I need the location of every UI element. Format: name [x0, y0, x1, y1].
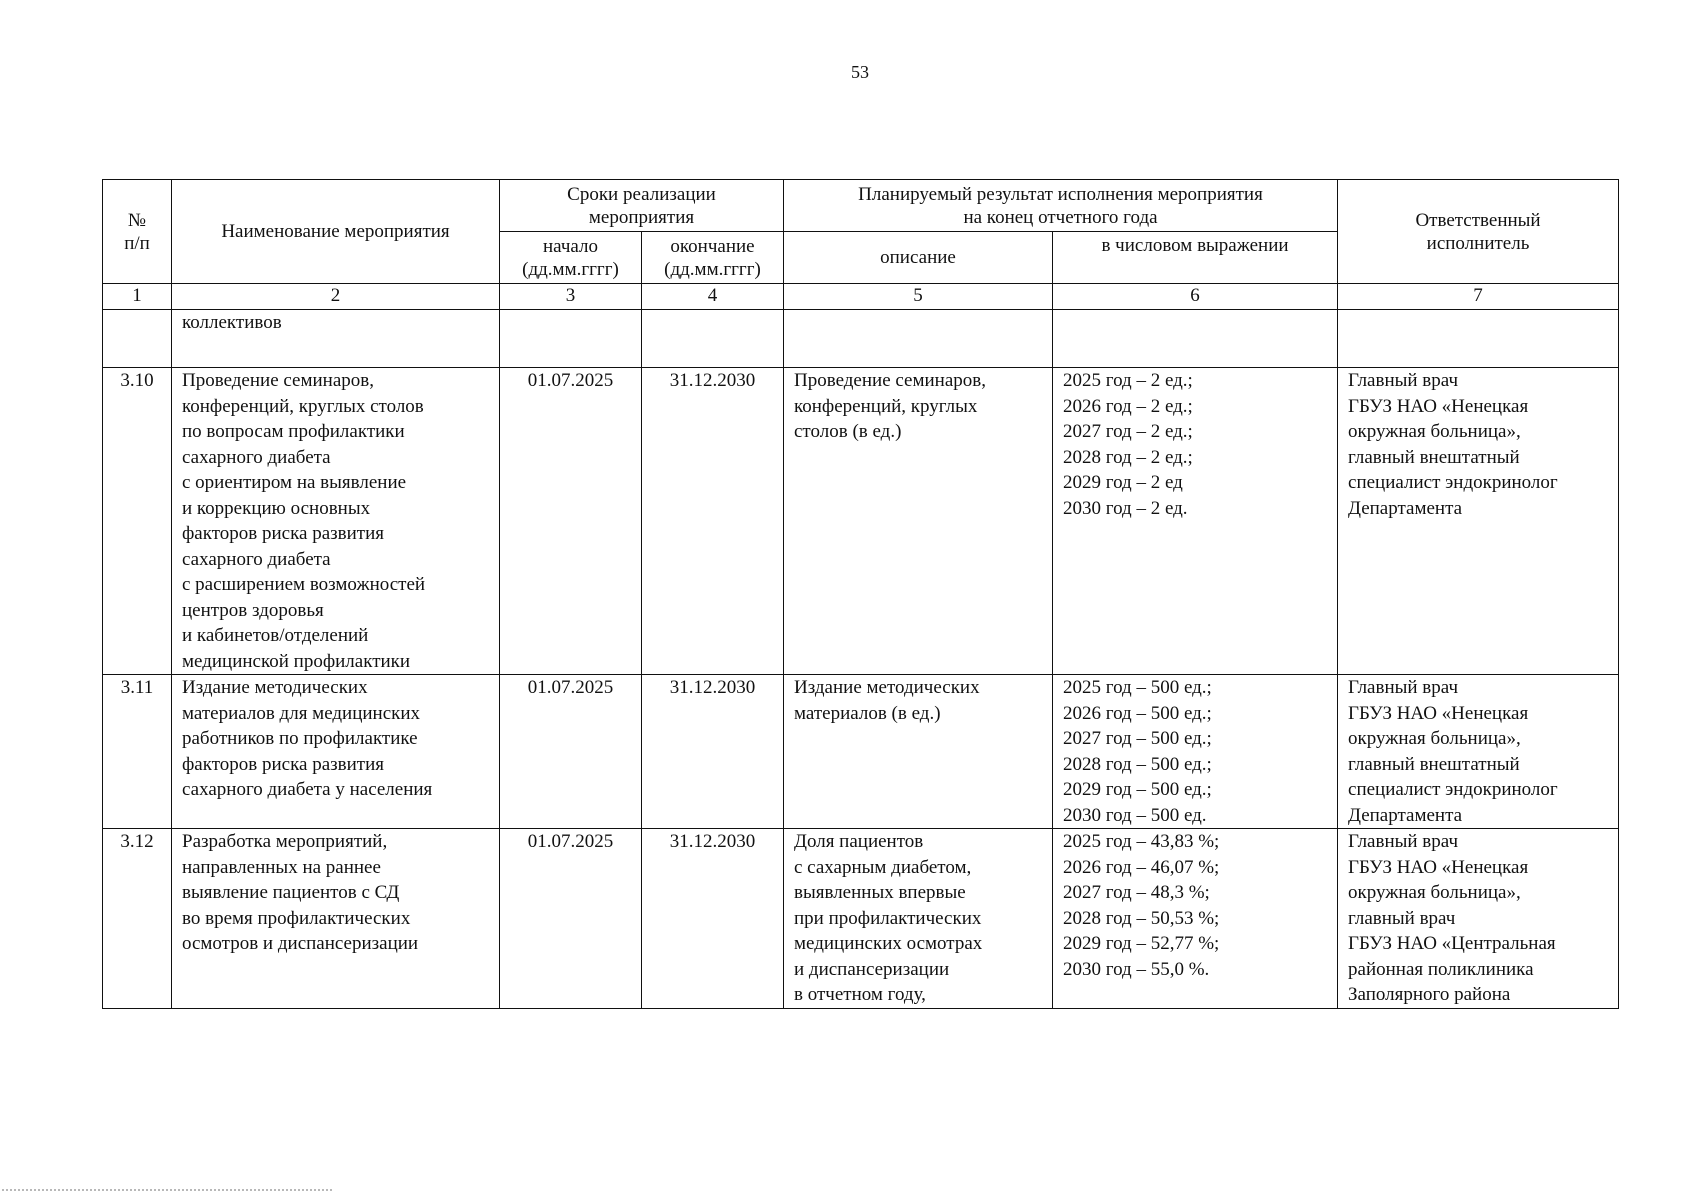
header-description: описание: [784, 232, 1053, 284]
row-number: [103, 310, 172, 368]
header-num: № п/п: [103, 180, 172, 284]
column-number: 1: [103, 284, 172, 310]
header-numeric: в числовом выражении: [1053, 232, 1338, 284]
column-number-row: [103, 284, 1619, 310]
responsible-executor: [1338, 310, 1619, 368]
table-row: [103, 310, 1619, 368]
result-description: Проведение семинаров, конференций, круглых столов (в ед.): [784, 368, 1053, 675]
column-number: 4: [642, 284, 784, 310]
header-end: окончание (дд.мм.гггг): [642, 232, 784, 284]
start-date: 01.07.2025: [500, 829, 642, 1009]
end-date: 31.12.2030: [642, 368, 784, 675]
column-number: 3: [500, 284, 642, 310]
start-date: 01.07.2025: [500, 675, 642, 829]
column-number: 5: [784, 284, 1053, 310]
header-result: Планируемый результат исполнения мероприятия на конец отчетного года: [784, 180, 1338, 232]
row-number: 3.12: [103, 829, 172, 1009]
activity-name: коллективов: [172, 310, 500, 368]
result-description: Доля пациентов с сахарным диабетом, выявленных впервые при профилактических медицинских осмотрах и диспансеризации в отчетном году,: [784, 829, 1053, 1009]
result-description: [784, 310, 1053, 368]
end-date: 31.12.2030: [642, 675, 784, 829]
table-row: [103, 675, 1619, 829]
activity-name: Издание методических материалов для медицинских работников по профилактике факторов риска развития сахарного диабета у населения: [172, 675, 500, 829]
column-number: 2: [172, 284, 500, 310]
header-terms: Сроки реализации мероприятия: [500, 180, 784, 232]
result-description: Издание методических материалов (в ед.): [784, 675, 1053, 829]
responsible-executor: Главный врач ГБУЗ НАО «Ненецкая окружная больница», главный внештатный специалист эндокринолог Департамента: [1338, 675, 1619, 829]
result-numeric: [1053, 310, 1338, 368]
responsible-executor: Главный врач ГБУЗ НАО «Ненецкая окружная больница», главный внештатный специалист эндокринолог Департамента: [1338, 368, 1619, 675]
table-row: [103, 368, 1619, 675]
header-row-top: [103, 180, 1619, 232]
column-number: 7: [1338, 284, 1619, 310]
page-number: 53: [851, 62, 869, 82]
header-start: начало (дд.мм.гггг): [500, 232, 642, 284]
activity-name: Разработка мероприятий, направленных на раннее выявление пациентов с СД во время профилактических осмотров и диспансеризации: [172, 829, 500, 1009]
start-date: [500, 310, 642, 368]
activity-name: Проведение семинаров, конференций, круглых столов по вопросам профилактики сахарного диабета с ориентиром на выявление и коррекцию основных факторов риска развития сахарного диабета с расширением возможностей центров здоровья и кабинетов/отделений медицинской профилактики: [172, 368, 500, 675]
result-numeric: 2025 год – 43,83 %; 2026 год – 46,07 %; 2027 год – 48,3 %; 2028 год – 50,53 %; 2029 год – 52,77 %; 2030 год – 55,0 %.: [1053, 829, 1338, 1009]
result-numeric: 2025 год – 500 ед.; 2026 год – 500 ед.; 2027 год – 500 ед.; 2028 год – 500 ед.; 2029 год – 500 ед.; 2030 год – 500 ед.: [1053, 675, 1338, 829]
header-name: Наименование мероприятия: [172, 180, 500, 284]
responsible-executor: Главный врач ГБУЗ НАО «Ненецкая окружная больница», главный врач ГБУЗ НАО «Центральная районная поликлиника Заполярного района: [1338, 829, 1619, 1009]
row-number: 3.10: [103, 368, 172, 675]
column-number: 6: [1053, 284, 1338, 310]
start-date: 01.07.2025: [500, 368, 642, 675]
table-row: [103, 829, 1619, 1009]
result-numeric: 2025 год – 2 ед.; 2026 год – 2 ед.; 2027 год – 2 ед.; 2028 год – 2 ед.; 2029 год – 2 ед 2030 год – 2 ед.: [1053, 368, 1338, 675]
header-responsible: Ответственный исполнитель: [1338, 180, 1619, 284]
activities-table: [102, 179, 1619, 1009]
end-date: [642, 310, 784, 368]
end-date: 31.12.2030: [642, 829, 784, 1009]
row-number: 3.11: [103, 675, 172, 829]
scan-dotted-line: [2, 1189, 332, 1191]
